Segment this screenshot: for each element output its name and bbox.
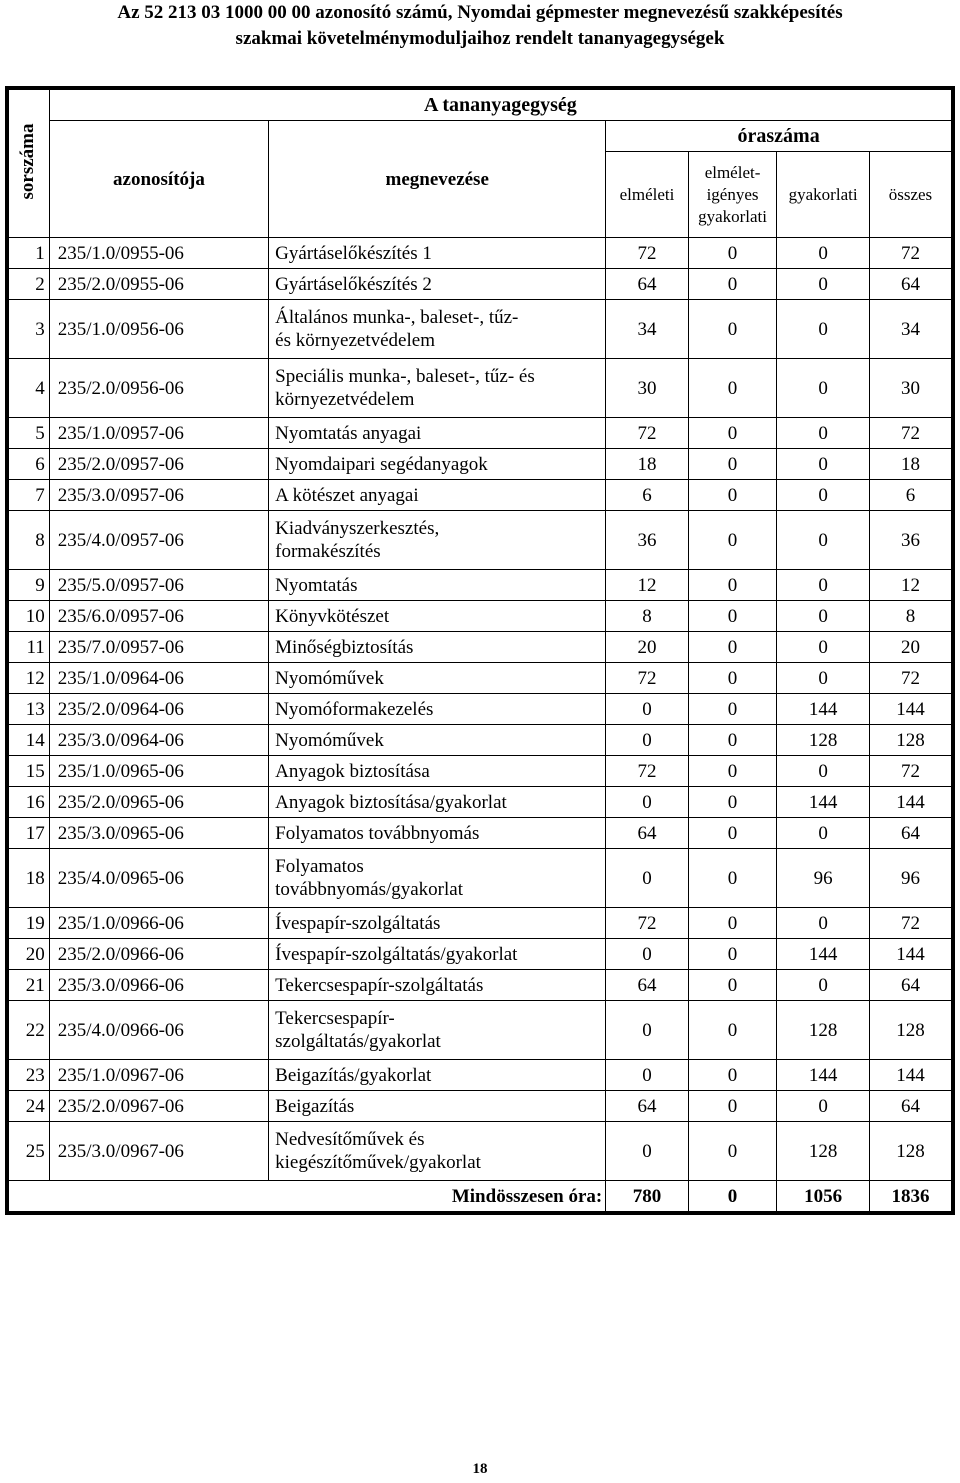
row-elmeleti: 0 <box>606 1060 689 1091</box>
row-azonosito: 235/1.0/0964-06 <box>49 663 268 694</box>
row-elmeleti: 18 <box>606 449 689 480</box>
row-elmeletigenyes: 0 <box>688 511 777 570</box>
table-row <box>7 818 953 849</box>
row-megnevezes <box>269 1001 606 1060</box>
table-row <box>7 939 953 970</box>
row-azonosito: 235/3.0/0967-06 <box>49 1122 268 1181</box>
table-row <box>7 1060 953 1091</box>
row-gyakorlati: 144 <box>777 787 870 818</box>
row-osszes: 36 <box>869 511 953 570</box>
row-elmeleti: 8 <box>606 601 689 632</box>
total-osszes: 1836 <box>869 1181 953 1214</box>
table-row <box>7 570 953 601</box>
row-elmeletigenyes: 0 <box>688 1001 777 1060</box>
header-elmeletigenyes-line-2: igényes <box>706 184 759 204</box>
row-azonosito: 235/1.0/0955-06 <box>49 238 268 269</box>
table-body <box>7 238 953 1181</box>
row-elmeleti: 0 <box>606 1001 689 1060</box>
row-azonosito: 235/1.0/0966-06 <box>49 908 268 939</box>
row-megnevezes-line-1: Folyamatos <box>275 856 364 877</box>
row-megnevezes-line-1: Tekercsespapír- <box>275 1008 395 1029</box>
row-elmeletigenyes: 0 <box>688 238 777 269</box>
row-osszes: 144 <box>869 787 953 818</box>
table-row <box>7 418 953 449</box>
row-megnevezes-line-2: formakészítés <box>275 541 381 562</box>
table-row <box>7 300 953 359</box>
row-osszes: 128 <box>869 1122 953 1181</box>
row-azonosito: 235/3.0/0964-06 <box>49 725 268 756</box>
row-megnevezes-line-1: Nedvesítőművek és <box>275 1129 425 1150</box>
row-megnevezes: Anyagok biztosítása <box>269 756 606 787</box>
table-row <box>7 1091 953 1122</box>
row-megnevezes: Nyomóművek <box>269 663 606 694</box>
curriculum-table <box>5 86 955 1215</box>
row-osszes: 18 <box>869 449 953 480</box>
table-row <box>7 970 953 1001</box>
row-elmeleti: 72 <box>606 663 689 694</box>
row-megnevezes: A kötészet anyagai <box>269 480 606 511</box>
row-osszes: 64 <box>869 269 953 300</box>
row-azonosito: 235/6.0/0957-06 <box>49 601 268 632</box>
row-sorszam: 3 <box>7 300 49 359</box>
row-osszes: 72 <box>869 238 953 269</box>
row-megnevezes <box>269 359 606 418</box>
row-azonosito: 235/4.0/0966-06 <box>49 1001 268 1060</box>
row-gyakorlati: 0 <box>777 300 870 359</box>
row-sorszam: 21 <box>7 970 49 1001</box>
row-azonosito: 235/3.0/0965-06 <box>49 818 268 849</box>
row-sorszam: 1 <box>7 238 49 269</box>
row-osszes: 64 <box>869 970 953 1001</box>
row-azonosito: 235/1.0/0965-06 <box>49 756 268 787</box>
row-megnevezes-line-2: szolgáltatás/gyakorlat <box>275 1031 441 1052</box>
row-elmeletigenyes: 0 <box>688 480 777 511</box>
header-elmeletigenyes <box>688 152 777 238</box>
row-osszes: 144 <box>869 1060 953 1091</box>
row-elmeletigenyes: 0 <box>688 787 777 818</box>
row-azonosito: 235/2.0/0965-06 <box>49 787 268 818</box>
table-row <box>7 663 953 694</box>
row-elmeleti: 12 <box>606 570 689 601</box>
row-elmeletigenyes: 0 <box>688 694 777 725</box>
row-sorszam: 15 <box>7 756 49 787</box>
table-row <box>7 480 953 511</box>
row-megnevezes: Folyamatos továbbnyomás <box>269 818 606 849</box>
row-sorszam: 8 <box>7 511 49 570</box>
row-azonosito: 235/3.0/0957-06 <box>49 480 268 511</box>
row-azonosito: 235/2.0/0966-06 <box>49 939 268 970</box>
row-elmeletigenyes: 0 <box>688 269 777 300</box>
row-megnevezes <box>269 1122 606 1181</box>
row-megnevezes: Beigazítás <box>269 1091 606 1122</box>
row-megnevezes: Tekercsespapír-szolgáltatás <box>269 970 606 1001</box>
row-sorszam: 10 <box>7 601 49 632</box>
row-gyakorlati: 0 <box>777 601 870 632</box>
row-elmeletigenyes: 0 <box>688 970 777 1001</box>
row-gyakorlati: 0 <box>777 663 870 694</box>
header-gyakorlati: gyakorlati <box>777 152 870 238</box>
row-sorszam: 13 <box>7 694 49 725</box>
row-gyakorlati: 0 <box>777 756 870 787</box>
row-elmeleti: 0 <box>606 787 689 818</box>
table-row <box>7 511 953 570</box>
row-gyakorlati: 0 <box>777 908 870 939</box>
row-sorszam: 14 <box>7 725 49 756</box>
header-megnevezese: megnevezése <box>269 121 606 238</box>
total-gyakorlati: 1056 <box>777 1181 870 1214</box>
row-elmeletigenyes: 0 <box>688 725 777 756</box>
header-azonositoja: azonosítója <box>49 121 268 238</box>
row-sorszam: 20 <box>7 939 49 970</box>
row-elmeletigenyes: 0 <box>688 570 777 601</box>
row-sorszam: 2 <box>7 269 49 300</box>
row-megnevezes <box>269 511 606 570</box>
row-osszes: 72 <box>869 663 953 694</box>
row-sorszam: 17 <box>7 818 49 849</box>
row-gyakorlati: 144 <box>777 694 870 725</box>
row-gyakorlati: 128 <box>777 1122 870 1181</box>
row-osszes: 12 <box>869 570 953 601</box>
row-megnevezes: Gyártáselőkészítés 1 <box>269 238 606 269</box>
row-osszes: 72 <box>869 418 953 449</box>
row-megnevezes: Nyomóformakezelés <box>269 694 606 725</box>
row-elmeletigenyes: 0 <box>688 418 777 449</box>
row-elmeletigenyes: 0 <box>688 632 777 663</box>
row-megnevezes: Beigazítás/gyakorlat <box>269 1060 606 1091</box>
row-megnevezes-line-1: Kiadványszerkesztés, <box>275 518 440 539</box>
row-osszes: 34 <box>869 300 953 359</box>
header-elmeletigenyes-line-1: elmélet- <box>704 162 761 182</box>
row-gyakorlati: 0 <box>777 570 870 601</box>
row-megnevezes: Nyomóművek <box>269 725 606 756</box>
row-osszes: 72 <box>869 756 953 787</box>
row-elmeletigenyes: 0 <box>688 939 777 970</box>
row-osszes: 64 <box>869 818 953 849</box>
row-elmeleti: 0 <box>606 849 689 908</box>
row-elmeletigenyes: 0 <box>688 449 777 480</box>
row-megnevezes: Anyagok biztosítása/gyakorlat <box>269 787 606 818</box>
row-sorszam: 19 <box>7 908 49 939</box>
row-gyakorlati: 0 <box>777 238 870 269</box>
row-megnevezes-line-1: Általános munka-, baleset-, tűz- <box>275 307 519 328</box>
row-elmeleti: 20 <box>606 632 689 663</box>
total-elmeletigenyes: 0 <box>688 1181 777 1214</box>
row-elmeletigenyes: 0 <box>688 601 777 632</box>
row-elmeletigenyes: 0 <box>688 1122 777 1181</box>
row-elmeletigenyes: 0 <box>688 300 777 359</box>
row-megnevezes: Nyomtatás anyagai <box>269 418 606 449</box>
header-sorszama: sorszáma <box>7 88 49 238</box>
row-sorszam: 18 <box>7 849 49 908</box>
row-megnevezes: Ívespapír-szolgáltatás <box>269 908 606 939</box>
row-megnevezes <box>269 849 606 908</box>
row-azonosito: 235/2.0/0955-06 <box>49 269 268 300</box>
row-megnevezes: Nyomdaipari segédanyagok <box>269 449 606 480</box>
row-elmeleti: 64 <box>606 818 689 849</box>
row-azonosito: 235/4.0/0965-06 <box>49 849 268 908</box>
document-title-line-1: Az 52 213 03 1000 00 00 azonosító számú, Nyomdai gépmester megnevezésű szakképesítés <box>117 2 843 23</box>
row-gyakorlati: 0 <box>777 269 870 300</box>
row-sorszam: 4 <box>7 359 49 418</box>
row-elmeleti: 34 <box>606 300 689 359</box>
row-sorszam: 22 <box>7 1001 49 1060</box>
row-osszes: 20 <box>869 632 953 663</box>
row-elmeleti: 0 <box>606 694 689 725</box>
row-sorszam: 9 <box>7 570 49 601</box>
row-elmeletigenyes: 0 <box>688 756 777 787</box>
row-azonosito: 235/2.0/0957-06 <box>49 449 268 480</box>
table-row <box>7 449 953 480</box>
row-osszes: 128 <box>869 1001 953 1060</box>
row-megnevezes <box>269 300 606 359</box>
table-row <box>7 269 953 300</box>
row-gyakorlati: 0 <box>777 359 870 418</box>
row-azonosito: 235/2.0/0967-06 <box>49 1091 268 1122</box>
row-gyakorlati: 96 <box>777 849 870 908</box>
header-oraszama: óraszáma <box>606 121 953 152</box>
row-azonosito: 235/2.0/0956-06 <box>49 359 268 418</box>
row-gyakorlati: 128 <box>777 1001 870 1060</box>
row-elmeleti: 0 <box>606 725 689 756</box>
header-tananyagegyseg: A tananyagegység <box>49 88 953 121</box>
table-row <box>7 1001 953 1060</box>
row-elmeleti: 64 <box>606 970 689 1001</box>
row-elmeleti: 64 <box>606 1091 689 1122</box>
row-azonosito: 235/1.0/0967-06 <box>49 1060 268 1091</box>
table-row <box>7 632 953 663</box>
row-megnevezes: Ívespapír-szolgáltatás/gyakorlat <box>269 939 606 970</box>
row-elmeleti: 72 <box>606 908 689 939</box>
row-megnevezes-line-2: és környezetvédelem <box>275 330 435 351</box>
total-row <box>7 1181 953 1214</box>
row-osszes: 128 <box>869 725 953 756</box>
row-gyakorlati: 0 <box>777 970 870 1001</box>
row-sorszam: 25 <box>7 1122 49 1181</box>
row-megnevezes-line-1: Speciális munka-, baleset-, tűz- és <box>275 366 535 387</box>
row-sorszam: 7 <box>7 480 49 511</box>
document-title-line-2: szakmai követelménymoduljaihoz rendelt tananyagegységek <box>235 28 725 49</box>
row-azonosito: 235/2.0/0964-06 <box>49 694 268 725</box>
total-label: Mindösszesen óra: <box>7 1181 606 1214</box>
row-sorszam: 11 <box>7 632 49 663</box>
row-elmeleti: 6 <box>606 480 689 511</box>
table-row <box>7 725 953 756</box>
row-elmeletigenyes: 0 <box>688 818 777 849</box>
table-row <box>7 908 953 939</box>
row-elmeleti: 72 <box>606 238 689 269</box>
row-elmeleti: 0 <box>606 939 689 970</box>
row-megnevezes: Könyvkötészet <box>269 601 606 632</box>
row-gyakorlati: 0 <box>777 480 870 511</box>
row-gyakorlati: 0 <box>777 449 870 480</box>
row-azonosito: 235/1.0/0957-06 <box>49 418 268 449</box>
row-gyakorlati: 144 <box>777 939 870 970</box>
table-row <box>7 849 953 908</box>
row-osszes: 72 <box>869 908 953 939</box>
header-elmeletigenyes-line-3: gyakorlati <box>698 206 767 226</box>
row-gyakorlati: 0 <box>777 818 870 849</box>
table-row <box>7 359 953 418</box>
row-elmeleti: 72 <box>606 418 689 449</box>
row-elmeletigenyes: 0 <box>688 849 777 908</box>
table-row <box>7 787 953 818</box>
row-elmeleti: 36 <box>606 511 689 570</box>
row-osszes: 8 <box>869 601 953 632</box>
row-megnevezes: Gyártáselőkészítés 2 <box>269 269 606 300</box>
row-sorszam: 12 <box>7 663 49 694</box>
table-row <box>7 756 953 787</box>
table-row <box>7 1122 953 1181</box>
row-sorszam: 23 <box>7 1060 49 1091</box>
row-elmeletigenyes: 0 <box>688 1060 777 1091</box>
table-row <box>7 238 953 269</box>
table-row <box>7 694 953 725</box>
row-elmeleti: 0 <box>606 1122 689 1181</box>
row-gyakorlati: 0 <box>777 418 870 449</box>
row-elmeleti: 64 <box>606 269 689 300</box>
row-sorszam: 5 <box>7 418 49 449</box>
header-osszes: összes <box>869 152 953 238</box>
row-osszes: 6 <box>869 480 953 511</box>
row-sorszam: 6 <box>7 449 49 480</box>
row-megnevezes-line-2: továbbnyomás/gyakorlat <box>275 879 463 900</box>
table-row <box>7 601 953 632</box>
row-sorszam: 16 <box>7 787 49 818</box>
row-sorszam: 24 <box>7 1091 49 1122</box>
row-azonosito: 235/1.0/0956-06 <box>49 300 268 359</box>
row-gyakorlati: 144 <box>777 1060 870 1091</box>
page-number: 18 <box>472 1461 488 1477</box>
row-azonosito: 235/5.0/0957-06 <box>49 570 268 601</box>
row-osszes: 64 <box>869 1091 953 1122</box>
row-azonosito: 235/7.0/0957-06 <box>49 632 268 663</box>
row-osszes: 96 <box>869 849 953 908</box>
total-elmeleti: 780 <box>606 1181 689 1214</box>
row-azonosito: 235/4.0/0957-06 <box>49 511 268 570</box>
row-gyakorlati: 0 <box>777 632 870 663</box>
row-elmeletigenyes: 0 <box>688 908 777 939</box>
row-osszes: 144 <box>869 694 953 725</box>
row-azonosito: 235/3.0/0966-06 <box>49 970 268 1001</box>
row-megnevezes: Minőségbiztosítás <box>269 632 606 663</box>
header-elmeleti: elméleti <box>606 152 689 238</box>
row-elmeleti: 72 <box>606 756 689 787</box>
row-gyakorlati: 0 <box>777 1091 870 1122</box>
row-elmeletigenyes: 0 <box>688 359 777 418</box>
row-megnevezes: Nyomtatás <box>269 570 606 601</box>
row-gyakorlati: 0 <box>777 511 870 570</box>
row-megnevezes-line-2: környezetvédelem <box>275 389 415 410</box>
row-elmeleti: 30 <box>606 359 689 418</box>
row-elmeletigenyes: 0 <box>688 663 777 694</box>
row-osszes: 144 <box>869 939 953 970</box>
row-elmeletigenyes: 0 <box>688 1091 777 1122</box>
row-gyakorlati: 128 <box>777 725 870 756</box>
row-megnevezes-line-2: kiegészítőművek/gyakorlat <box>275 1152 481 1173</box>
row-osszes: 30 <box>869 359 953 418</box>
